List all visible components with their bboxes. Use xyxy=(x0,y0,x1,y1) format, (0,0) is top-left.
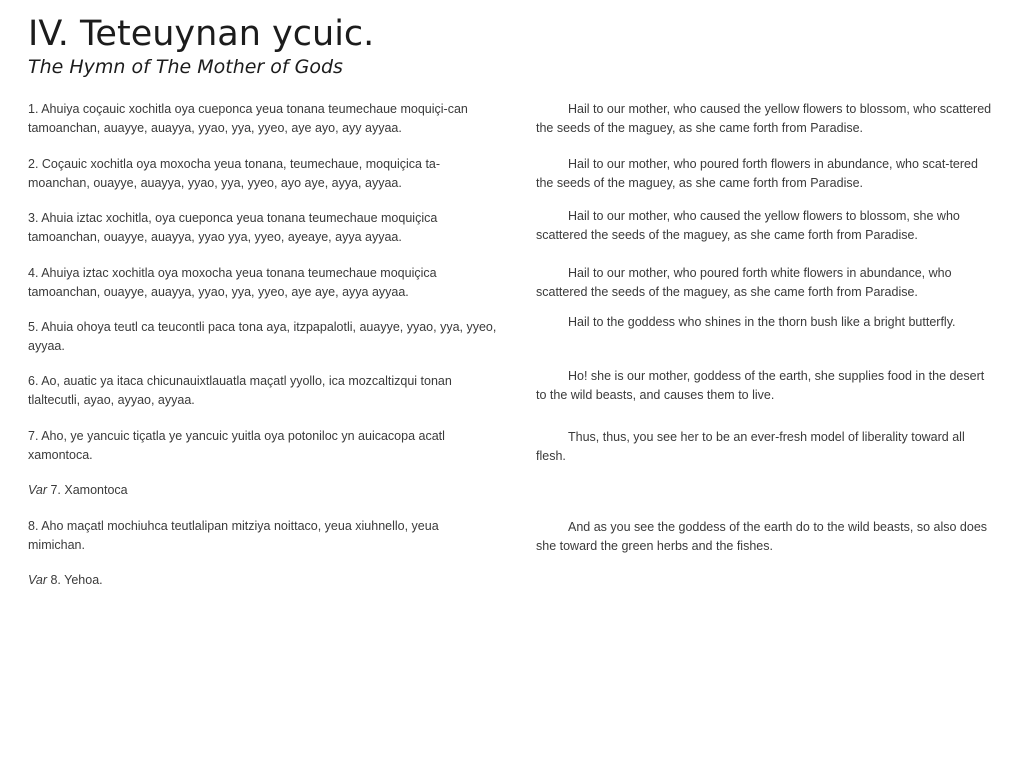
nahuatl-stanza-3: 3. Ahuia iztac xochitla, oya cueponca yeua tonana teumechaue moquiçica tamoanchan, ouayye, auayya, yyao yya, yyeo, ayeaye, ayya ayyaa. xyxy=(28,211,438,244)
english-stanza-7: Thus, thus, you see her to be an ever-fresh model of liberality toward all flesh. xyxy=(536,430,965,463)
english-stanza-3: Hail to our mother, who caused the yellow flowers to blossom, she who scattered the seeds of the maguey, as she came forth from Paradise. xyxy=(536,209,960,242)
nahuatl-stanza-7: 7. Aho, ye yancuic tiçatla ye yancuic yuitla oya potoniloc yn auicacopa acatl xamontoca. xyxy=(28,429,445,462)
english-stanza-2: Hail to our mother, who poured forth flowers in abundance, who scat-tered the seeds of the maguey, as she came forth from Paradise. xyxy=(536,157,978,190)
variant-note-8 xyxy=(28,571,498,590)
english-stanza-6: Ho! she is our mother, goddess of the earth, she supplies food in the desert to the wild beasts, and causes them to live. xyxy=(536,369,985,402)
nahuatl-stanza-2: 2. Coçauic xochitla oya moxocha yeua tonana, teumechaue, moquiçica ta-moanchan, ouayye, auayya, yyao, yya, yyeo, ayo aye, ayya, ayyaa. xyxy=(28,157,441,190)
page-title: IV. Teteuynan ycuic. xyxy=(28,14,375,54)
english-stanza-8: And as you see the goddess of the earth do to the wild beasts, so also does she toward the green herbs and the fishes. xyxy=(536,520,988,553)
nahuatl-stanza-8: 8. Aho maçatl mochiuhca teutlalipan mitziya noittaco, yeua xiuhnello, yeua mimichan. xyxy=(28,519,439,552)
nahuatl-stanza-6: 6. Ao, auatic ya itaca chicunauixtlauatla maçatl yyollo, ica mozcaltizqui tonan tlaltecutli, ayao, ayyao, ayyaa. xyxy=(28,374,452,407)
variant-note-7 xyxy=(28,481,498,500)
english-stanza-5: Hail to the goddess who shines in the thorn bush like a bright butterfly. xyxy=(568,315,956,329)
nahuatl-stanza-5: 5. Ahuia ohoya teutl ca teucontli paca tona aya, itzpapalotli, auayye, yyao, yya, yyeo, ayyaa. xyxy=(28,320,497,353)
variant-text: 8. Yehoa. xyxy=(47,573,103,587)
variant-label: Var xyxy=(28,573,47,587)
nahuatl-stanza-1: 1. Ahuiya coçauic xochitla oya cueponca yeua tonana teumechaue moquiçi-can tamoanchan, auayye, auayya, yyao, yya, yyeo, aye ayo, ayy ayyaa. xyxy=(28,102,468,135)
variant-text: 7. Xamontoca xyxy=(47,483,128,497)
variant-label: Var xyxy=(28,483,47,497)
english-stanza-4: Hail to our mother, who poured forth white flowers in abundance, who scattered the seeds of the maguey, as she came forth from Paradise. xyxy=(536,266,952,299)
nahuatl-stanza-4: 4. Ahuiya iztac xochitla oya moxocha yeua tonana teumechaue moquiçica tamoanchan, ouayye, auayya, yyao, yya, yyeo, aye aye, ayya ayyaa. xyxy=(28,266,437,299)
page-subtitle: The Hymn of The Mother of Gods xyxy=(28,56,343,78)
english-stanza-1: Hail to our mother, who caused the yellow flowers to blossom, who scattered the seeds of the maguey, as she came forth from Paradise. xyxy=(536,102,992,135)
